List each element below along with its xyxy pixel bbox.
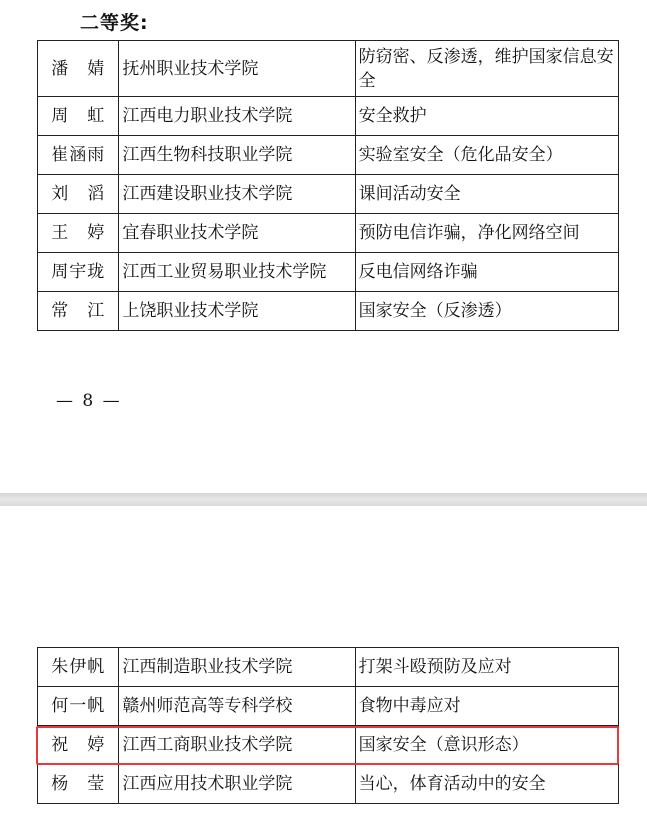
winner-topic: 国家安全（意识形态） [355, 726, 618, 765]
winner-topic: 国家安全（反渗透） [355, 292, 618, 331]
winner-name: 刘 滔 [38, 175, 119, 214]
winner-topic: 实验室安全（危化品安全） [355, 136, 618, 175]
table-row [38, 41, 619, 97]
winner-name: 周 虹 [38, 97, 119, 136]
winner-name: 王 婷 [38, 214, 119, 253]
winner-name: 崔涵雨 [38, 136, 119, 175]
winner-name: 祝 婷 [38, 726, 119, 765]
winner-school: 江西建设职业技术学院 [119, 175, 355, 214]
table-row [38, 687, 619, 726]
table-row [38, 765, 619, 804]
table-row [38, 175, 619, 214]
winner-school: 江西生物科技职业学院 [119, 136, 355, 175]
table-row [38, 214, 619, 253]
award-table-lower [37, 647, 619, 804]
winner-name: 周宇珑 [38, 253, 119, 292]
winner-name: 朱伊帆 [38, 648, 119, 687]
page-number: — 8 — [56, 391, 122, 411]
table-row [38, 648, 619, 687]
winner-school: 宜春职业技术学院 [119, 214, 355, 253]
table-row [38, 136, 619, 175]
page-separator [0, 493, 647, 506]
winner-topic: 反电信网络诈骗 [355, 253, 618, 292]
table-row-highlighted [38, 726, 619, 765]
winner-school: 上饶职业技术学院 [119, 292, 355, 331]
table-row [38, 97, 619, 136]
winner-school: 江西应用技术职业学院 [119, 765, 355, 804]
winner-topic: 安全救护 [355, 97, 618, 136]
winner-topic: 食物中毒应对 [355, 687, 618, 726]
winner-school: 赣州师范高等专科学校 [119, 687, 355, 726]
winner-name: 潘 婧 [38, 41, 119, 97]
winner-topic: 课间活动安全 [355, 175, 618, 214]
winner-school: 江西制造职业技术学院 [119, 648, 355, 687]
winner-topic: 打架斗殴预防及应对 [355, 648, 618, 687]
award-table-upper [37, 40, 619, 331]
winner-name: 常 江 [38, 292, 119, 331]
winner-school: 江西工商职业技术学院 [119, 726, 355, 765]
table-row [38, 253, 619, 292]
winner-name: 何一帆 [38, 687, 119, 726]
winner-school: 抚州职业技术学院 [119, 41, 355, 97]
winner-school: 江西工业贸易职业技术学院 [119, 253, 355, 292]
winner-topic: 当心，体育活动中的安全 [355, 765, 618, 804]
section-title: 二等奖: [80, 12, 149, 34]
winner-name: 杨 莹 [38, 765, 119, 804]
winner-school: 江西电力职业技术学院 [119, 97, 355, 136]
winner-topic: 防窃密、反渗透，维护国家信息安全 [355, 41, 618, 97]
winner-topic: 预防电信诈骗，净化网络空间 [355, 214, 618, 253]
table-row [38, 292, 619, 331]
